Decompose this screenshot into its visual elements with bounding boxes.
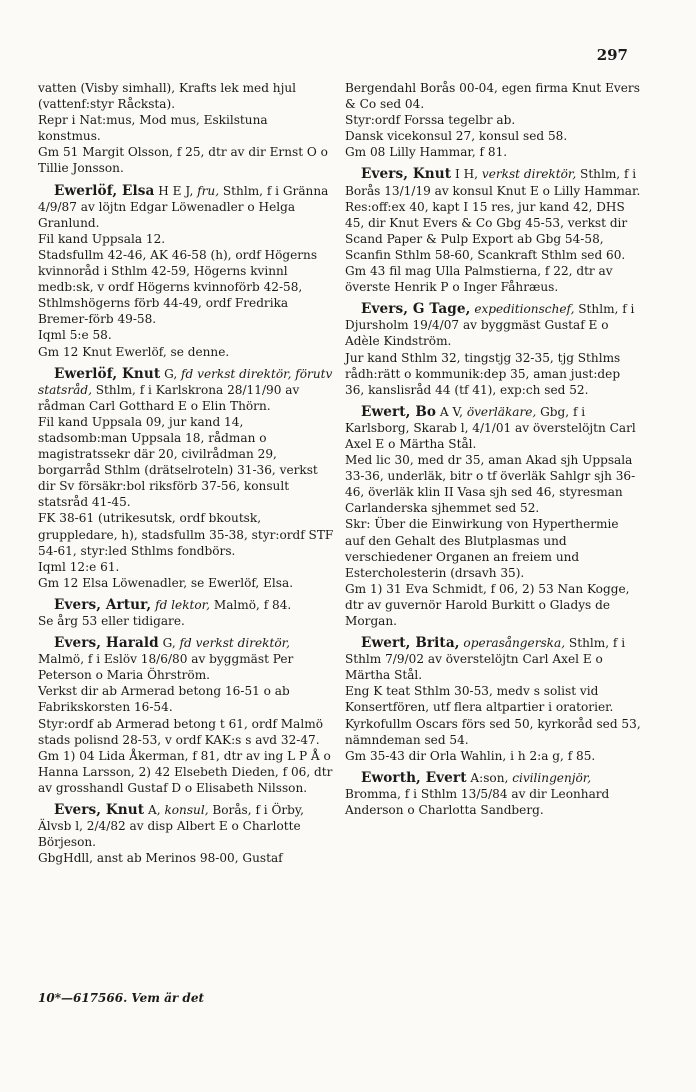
continued-entry: [345, 80, 641, 160]
entry-role: operasångerska,: [463, 636, 566, 651]
entry-name: Evers, Knut: [361, 166, 452, 183]
entry-role: fru,: [197, 183, 220, 198]
entry-role: fd verkst direktör, förutv statsråd,: [38, 366, 333, 397]
entry-paragraph: Verkst dir ab Armerad betong 16-51 o ab Fabrikskorsten 16-54.: [38, 684, 290, 715]
entry-evers-knut-a: [38, 802, 334, 866]
entry-paragraph: Gm 12 Elsa Löwenadler, se Ewerlöf, Elsa.: [38, 575, 294, 590]
entry-heading: [38, 366, 334, 414]
entry-initials: A:son,: [466, 770, 513, 785]
entry-birth: Sthlm, f i Borås 13/1/19 av konsul Knut E o Lilly Hammar.: [345, 167, 641, 198]
entry-paragraph: Stadsfullm 42-46, AK 46-58 (h), ordf Högerns kvinnoråd i Sthlm 42-59, Högerns kvinnl medb:sk, v ordf Högerns kvinnoförb 42-58, Sthlmshögerns förb 44-49, ordf Fredrika Bremer-förb 49-58.: [38, 247, 318, 327]
entry-heading: [345, 166, 641, 198]
entry-name: Evers, Harald: [54, 635, 159, 652]
entry-initials: G,: [158, 636, 180, 651]
entry-initials: G,: [160, 366, 182, 381]
left-column: [38, 80, 334, 872]
entry-name: Ewert, Bo: [361, 403, 437, 420]
entry-role: fd verkst direktör,: [179, 636, 290, 651]
entry-role: överläkare,: [466, 404, 537, 419]
entry-role: civilingenjör,: [512, 770, 592, 785]
entry-paragraph: vatten (Visby simhall), Krafts lek med hjul (vattenf:styr Råcksta).: [38, 81, 296, 112]
entry-role: expeditionschef,: [474, 302, 575, 317]
entry-heading: [38, 802, 334, 850]
entry-birth: Borås, f i Örby, Älvsb l, 2/4/82 av disp Albert E o Charlotte Börjeson.: [38, 803, 304, 850]
continued-entry: [38, 80, 334, 177]
entry-name: Eworth, Evert: [361, 769, 467, 786]
entry-role: konsul,: [164, 803, 209, 818]
entry-heading: [345, 635, 641, 683]
entry-paragraph: Fil kand Uppsala 12.: [38, 231, 166, 246]
entry-ewerlof-elsa: [38, 183, 334, 360]
entry-birth: Sthlm, f i Sthlm 7/9/02 av överstelöjtn Carl Axel E o Märtha Stål.: [345, 636, 626, 683]
entry-evers-tage: [345, 301, 641, 398]
page-number: 297: [596, 46, 628, 64]
right-column: [345, 80, 641, 824]
entry-name: Evers, Knut: [54, 802, 145, 819]
entry-heading: [345, 404, 641, 452]
entry-evers-knut-i: [345, 166, 641, 295]
entry-paragraph: Styr:ordf ab Armerad betong t 61, ordf Malmö stads polisnd 28-53, v ordf KAK:s s avd 32-47.: [38, 716, 324, 747]
entry-paragraph: Fil kand Uppsala 09, jur kand 14, stadsomb:man Uppsala 18, rådman o magistratssekr där 20, civilrådman 29, borgarråd Sthlm (drätselroteln) 31-36, verkst dir Sv försäkr:bol riksförb 37-56, konsult statsråd 41-45.: [38, 414, 318, 510]
entry-paragraph: Jur kand Sthlm 32, tingstjg 32-35, tjg Sthlms rådh:rätt o kommunik:dep 35, aman just:dep 36, kanslisråd 44 (tf 41), exp:ch sed 52.: [345, 350, 621, 397]
entry-initials: A,: [144, 803, 165, 818]
entry-paragraph: Skr: Über die Einwirkung von Hyperthermie auf den Gehalt des Blutplasmas und verschiedener Organen an freiem und Estercholesterin (drsavh 35).: [345, 517, 619, 580]
entry-initials: A V,: [436, 404, 467, 419]
entry-paragraph: Gm 1) 31 Eva Schmidt, f 06, 2) 53 Nan Kogge, dtr av guvernör Harold Burkitt o Gladys de Morgan.: [345, 581, 630, 628]
entry-name: Ewert, Brita,: [361, 635, 460, 652]
entry-paragraph: GbgHdll, anst ab Merinos 98-00, Gustaf: [38, 851, 283, 866]
footer-signature: 10*—617566. Vem är det: [38, 991, 204, 1005]
entry-paragraph: Se årg 53 eller tidigare.: [38, 614, 185, 628]
entry-paragraph: Eng K teat Sthlm 30-53, medv s solist vid Konsertfören, utf flera altpartier i oratorier.: [345, 684, 614, 715]
entry-heading: [38, 597, 334, 613]
entry-birth: Malmö, f 84.: [209, 597, 292, 612]
entry-paragraph: Gm 35-43 dir Orla Wahlin, i h 2:a g, f 85.: [345, 748, 596, 763]
entry-name: Ewerlöf, Knut: [54, 365, 161, 382]
entry-ewerlof-knut: [38, 366, 334, 591]
entry-eworth-evert: [345, 770, 641, 818]
entry-paragraph: Gm 08 Lilly Hammar, f 81.: [345, 145, 508, 160]
entry-name: Ewerlöf, Elsa: [54, 182, 155, 199]
entry-ewert-bo: [345, 404, 641, 629]
entry-heading: [345, 301, 641, 349]
entry-initials: H E J,: [154, 183, 198, 198]
entry-evers-harald: [38, 635, 334, 796]
entry-paragraph: Repr i Nat:mus, Mod mus, Eskilstuna konstmus.: [38, 113, 268, 144]
entry-paragraph: Iqml 5:e 58.: [38, 328, 112, 343]
entry-paragraph: Iqml 12:e 61.: [38, 559, 120, 574]
entry-heading: [38, 183, 334, 231]
entry-paragraph: Gm 51 Margit Olsson, f 25, dtr av dir Ernst O o Tillie Jonsson.: [38, 145, 328, 176]
entry-paragraph: Gm 1) 04 Lida Åkerman, f 81, dtr av ing L P Å o Hanna Larsson, 2) 42 Elsebeth Dieden, f 06, dtr av grosshandl Gustaf D o Elisabeth Nilsson.: [38, 748, 333, 795]
entry-name: Evers, G Tage,: [361, 301, 471, 318]
entry-birth: Bromma, f i Sthlm 13/5/84 av dir Leonhard Anderson o Charlotta Sandberg.: [345, 786, 610, 818]
entry-birth: Sthlm, f i Gränna 4/9/87 av löjtn Edgar Löwenadler o Helga Granlund.: [38, 183, 329, 230]
entry-paragraph: Gm 43 fil mag Ulla Palmstierna, f 22, dtr av överste Henrik P o Inger Fåhræus.: [345, 264, 613, 295]
entry-ewert-brita: [345, 635, 641, 764]
entry-birth: Sthlm, f i Djursholm 19/4/07 av byggmäst Gustaf E o Adèle Kindström.: [345, 302, 635, 349]
entry-name: Evers, Artur,: [54, 596, 152, 613]
entry-birth: Gbg, f i Karlsborg, Skarab l, 4/1/01 av överstelöjtn Carl Axel E o Märtha Stål.: [345, 404, 636, 451]
entry-paragraph: Bergendahl Borås 00-04, egen firma Knut Evers & Co sed 04.: [345, 81, 640, 112]
entry-role: verkst direktör,: [481, 167, 577, 182]
entry-heading: [345, 770, 641, 818]
entry-birth: Malmö, f i Eslöv 18/6/80 av byggmäst Per Peterson o Maria Öhrström.: [38, 652, 294, 683]
entry-paragraph: Med lic 30, med dr 35, aman Akad sjh Uppsala 33-36, underläk, bitr o tf överläk Sahlgr sjh 36-46, överläk klin II Vasa sjh sed 46, styresman Carlanderska sjhemmet sed 52.: [345, 453, 636, 516]
entry-evers-artur: [38, 597, 334, 629]
entry-birth: Sthlm, f i Karlskrona 28/11/90 av rådman Carl Gotthard E o Elin Thörn.: [38, 382, 300, 413]
entry-role: fd lektor,: [155, 597, 210, 612]
entry-paragraph: Kyrkofullm Oscars förs sed 50, kyrkoråd sed 53, nämndeman sed 54.: [345, 716, 641, 747]
entry-paragraph: Gm 12 Knut Ewerlöf, se denne.: [38, 344, 230, 359]
entry-paragraph: FK 38-61 (utrikesutsk, ordf bkoutsk, gruppledare, h), stadsfullm 35-38, styr:ordf STF 54-61, styr:led Sthlms fondbörs.: [38, 511, 334, 558]
entry-paragraph: Dansk vicekonsul 27, konsul sed 58.: [345, 129, 568, 144]
entry-heading: [38, 635, 334, 683]
entry-paragraph: Styr:ordf Forssa tegelbr ab.: [345, 113, 516, 128]
entry-initials: I H,: [451, 167, 482, 182]
entry-paragraph: Res:off:ex 40, kapt I 15 res, jur kand 42, DHS 45, dir Knut Evers & Co Gbg 45-53, verkst dir Scand Paper & Pulp Export ab Gbg 54-58, Scanfin Sthlm 58-60, Scankraft Sthlm sed 60.: [345, 199, 628, 262]
